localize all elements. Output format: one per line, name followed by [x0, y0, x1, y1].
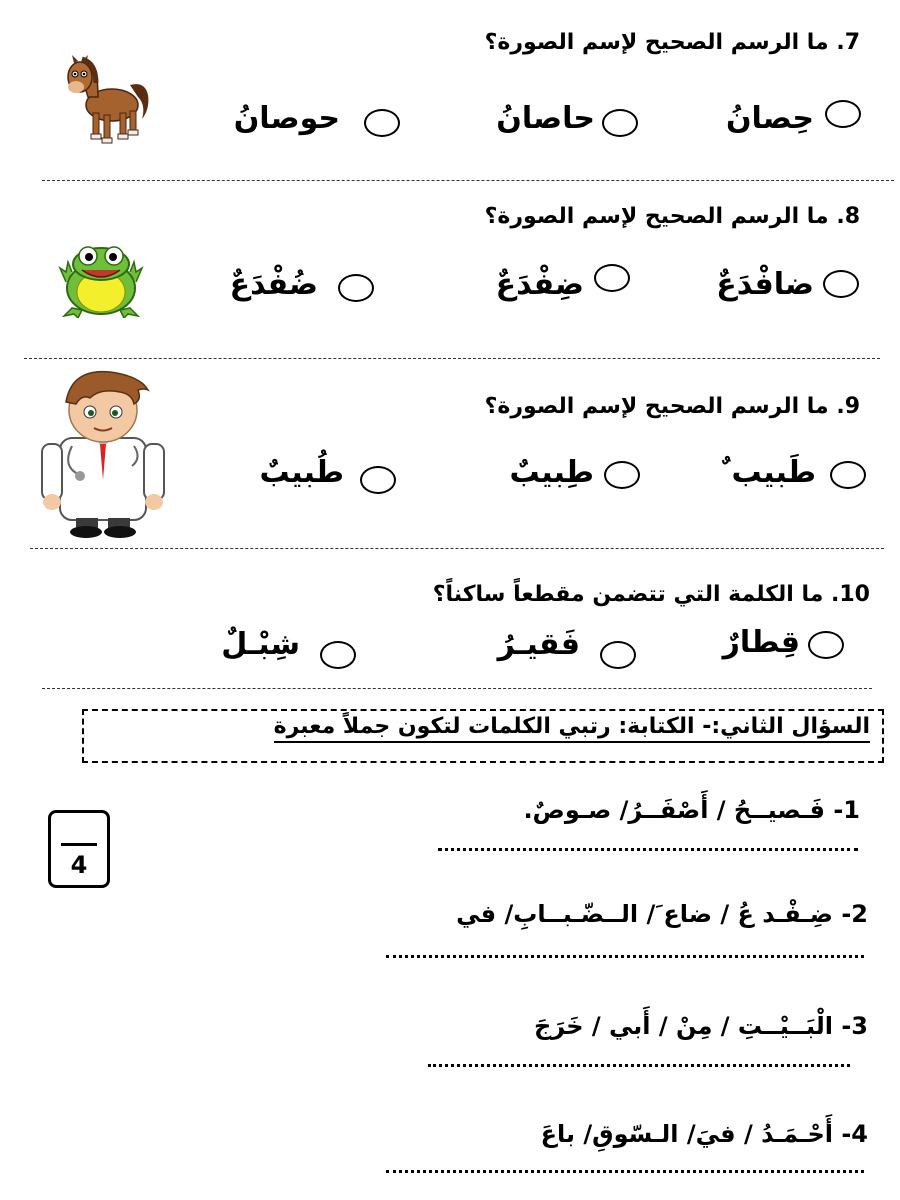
answer-line-4[interactable]	[386, 1170, 864, 1173]
q8-option-1-label: ضافْدَعٌ	[716, 267, 814, 302]
q7-option-1-radio[interactable]	[825, 100, 861, 128]
separator	[30, 548, 884, 549]
question-10-title: 10. ما الكلمة التي تتضمن مقطعاً ساكناً؟	[432, 582, 870, 607]
q9-option-2-label: طِبيبٌ	[509, 455, 594, 490]
score-value: 4	[70, 851, 88, 879]
sentence-item-4: 4- أَحْـمَـدُ / فيَ/ الـسّوقِ/ باعَ	[540, 1120, 868, 1148]
q8-option-1-radio[interactable]	[823, 270, 859, 298]
q10-option-1-label: قِطارٌ	[722, 625, 800, 660]
q8-option-3-radio[interactable]	[338, 274, 374, 302]
section-2-title: السؤال الثاني:- الكتابة: رتبي الكلمات لتكون جملاً معبرة	[274, 714, 870, 743]
q7-option-2-radio[interactable]	[602, 109, 638, 137]
answer-line-1[interactable]	[438, 848, 858, 851]
q7-option-3-radio[interactable]	[364, 109, 400, 137]
question-8-title: 8. ما الرسم الصحيح لإسم الصورة؟	[484, 204, 860, 229]
sentence-item-2: 2- ضِـفْـد عُ / ضاع َ/ الــضّـبــابِ/ في	[456, 900, 868, 928]
answer-line-3[interactable]	[428, 1064, 850, 1067]
q9-option-3-radio[interactable]	[360, 466, 396, 494]
horse-icon	[60, 55, 155, 147]
score-box	[48, 810, 110, 888]
q9-option-1-label: طَبيب ٌ	[721, 455, 816, 490]
q9-option-2-radio[interactable]	[604, 461, 640, 489]
score-fraction-line	[61, 843, 97, 846]
question-7-title: 7. ما الرسم الصحيح لإسم الصورة؟	[484, 30, 860, 55]
q10-option-3-label: شِبْـلٌ	[221, 627, 300, 662]
q8-option-3-label: ضُفْدَعٌ	[229, 267, 318, 302]
q9-option-3-label: طُبيبٌ	[259, 455, 344, 490]
sentence-item-1: 1- فَـصيــحُ / أَصْفَــرُ/ صـوصٌ.	[523, 796, 860, 824]
q7-option-1-label: حِصانُ	[725, 101, 814, 136]
separator	[42, 688, 872, 689]
q10-option-2-radio[interactable]	[600, 641, 636, 669]
q7-option-3-label: حوصانُ	[233, 101, 340, 136]
q10-option-1-radio[interactable]	[808, 631, 844, 659]
q8-option-2-label: ضِفْدَعٌ	[495, 267, 584, 302]
question-9-title: 9. ما الرسم الصحيح لإسم الصورة؟	[484, 394, 860, 419]
q9-option-1-radio[interactable]	[830, 461, 866, 489]
q8-option-2-radio[interactable]	[594, 264, 630, 292]
q10-option-3-radio[interactable]	[320, 641, 356, 669]
sentence-item-3: 3- الْبَــيْــتِ / مِنْ / أَبي / خَرَجَ	[534, 1012, 868, 1040]
q7-option-2-label: حاصانُ	[496, 101, 595, 136]
answer-line-2[interactable]	[386, 955, 864, 958]
doctor-icon	[36, 368, 170, 540]
q10-option-2-label: فَقيـرُ	[497, 627, 580, 662]
separator	[24, 358, 880, 359]
separator	[42, 180, 894, 181]
frog-icon	[58, 242, 144, 318]
